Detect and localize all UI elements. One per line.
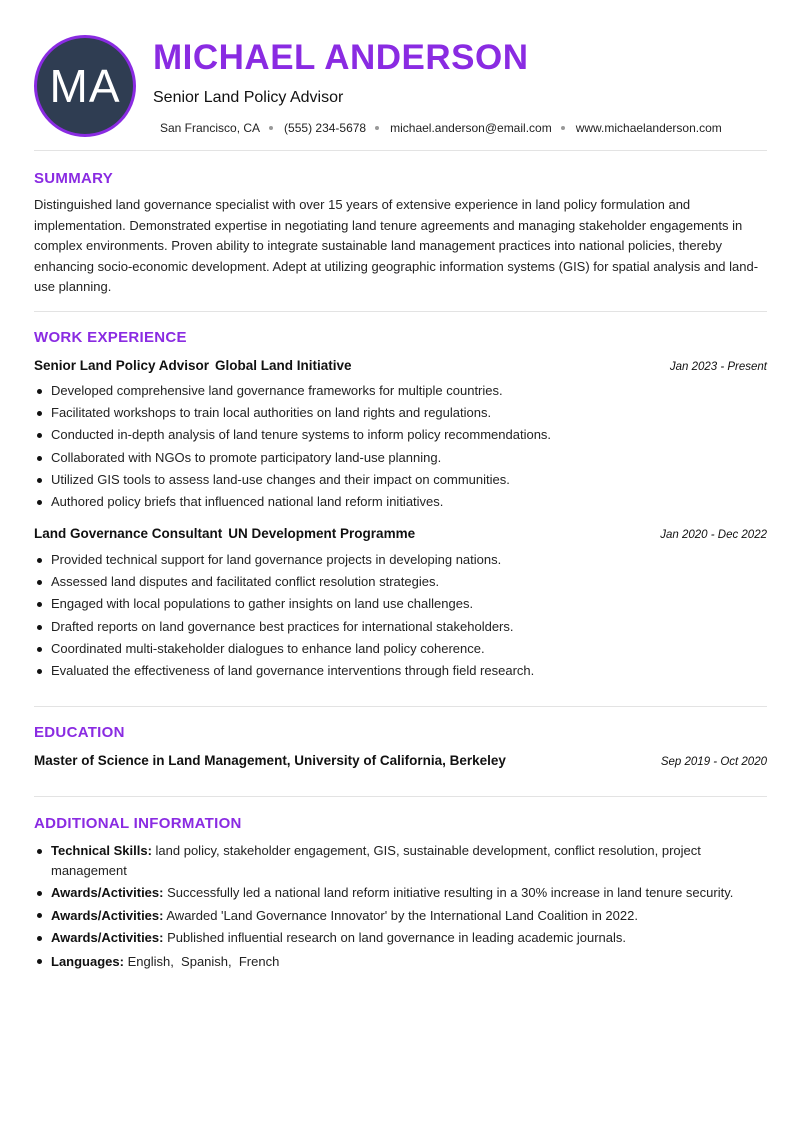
info-text: land policy, stakeholder engagement, GIS, sustainable development, conflict resolution, project management [51,843,701,878]
headline: Senior Land Policy Advisor [153,89,344,106]
job-organization: UN Development Programme [228,526,416,541]
job-dates: Jan 2023 - Present [669,361,767,373]
info-label: Languages: [51,953,124,969]
divider [34,150,767,151]
summary-text: Distinguished land governance specialist with over 15 years of extensive experience in land policy formulation and implementation. Demonstrated expertise in negotiating land tenure agreements and managing stakeholder engagements in complex environments. Proven ability to integrate sustainable land management practices into national policies, thereby enhancing socio-economic development. Adept at utilizing geographic information systems (GIS) for spatial analysis and land-use planning. [34,197,759,294]
job-dates: Jan 2020 - Dec 2022 [660,529,767,541]
bullet-item: Facilitated workshops to train local authorities on land rights and regulations. [34,402,767,424]
work-experience-heading: WORK EXPERIENCE [34,329,187,346]
job-header [34,358,767,373]
contact-email[interactable]: michael.anderson@email.com [390,121,552,135]
info-text: English, Spanish, French [123,953,280,969]
info-label: Awards/Activities: [51,885,164,900]
separator-dot [561,126,565,130]
job-bullets [34,380,767,513]
info-item [34,928,767,948]
avatar [34,35,136,137]
contact-location: San Francisco, CA [160,121,261,135]
bullet-item: Drafted reports on land governance best practices for international stakeholders. [34,616,767,638]
bullet-item: Engaged with local populations to gather insights on land use challenges. [34,593,767,615]
info-item [34,883,767,903]
info-item [34,906,767,926]
job-title-line [34,358,352,373]
separator-dot [375,126,379,130]
separator-dot [269,126,273,130]
info-text: Published influential research on land governance in leading academic journals. [163,930,626,945]
bullet-item: Authored policy briefs that influenced national land reform initiatives. [34,491,767,513]
job-organization: Global Land Initiative [215,358,352,373]
info-label: Awards/Activities: [51,930,164,945]
job-role: Land Governance Consultant [34,526,223,541]
bullet-item: Coordinated multi-stakeholder dialogues to enhance land policy coherence. [34,638,767,660]
job-title-line [34,526,415,541]
degree: Master of Science in Land Management, University of California, Berkeley [34,753,506,768]
job-role: Senior Land Policy Advisor [34,358,210,373]
education-entry [34,753,767,768]
additional-info-list [34,841,767,974]
contact-line [160,121,722,135]
job-bullets [34,549,767,682]
divider [34,796,767,797]
divider [34,706,767,707]
info-label: Awards/Activities: [51,907,164,923]
bullet-item: Utilized GIS tools to assess land-use changes and their impact on communities. [34,469,767,491]
info-label: Technical Skills: [51,843,152,858]
education-dates: Sep 2019 - Oct 2020 [660,756,767,768]
bullet-item: Assessed land disputes and facilitated conflict resolution strategies. [34,571,767,593]
candidate-name: MICHAEL ANDERSON [153,38,529,77]
summary-heading: SUMMARY [34,170,114,187]
bullet-item: Evaluated the effectiveness of land governance interventions through field research. [34,660,767,682]
bullet-item: Conducted in-depth analysis of land tenure systems to inform policy recommendations. [34,424,767,446]
contact-phone[interactable]: (555) 234-5678 [284,121,367,135]
education-heading: EDUCATION [34,724,125,741]
bullet-item: Developed comprehensive land governance frameworks for multiple countries. [34,380,767,402]
avatar-initials: MA [49,60,121,112]
info-text: Successfully led a national land reform initiative resulting in a 30% increase in land tenure security. [163,885,734,900]
info-item [34,841,767,880]
info-item [34,952,767,972]
divider [34,311,767,312]
bullet-item: Collaborated with NGOs to promote participatory land-use planning. [34,447,767,469]
job-header [34,526,767,541]
bullet-item: Provided technical support for land governance projects in developing nations. [34,549,767,571]
contact-website[interactable]: www.michaelanderson.com [575,121,722,135]
info-text: Awarded 'Land Governance Innovator' by the International Land Coalition in 2022. [163,907,638,923]
additional-info-heading: ADDITIONAL INFORMATION [34,815,242,832]
